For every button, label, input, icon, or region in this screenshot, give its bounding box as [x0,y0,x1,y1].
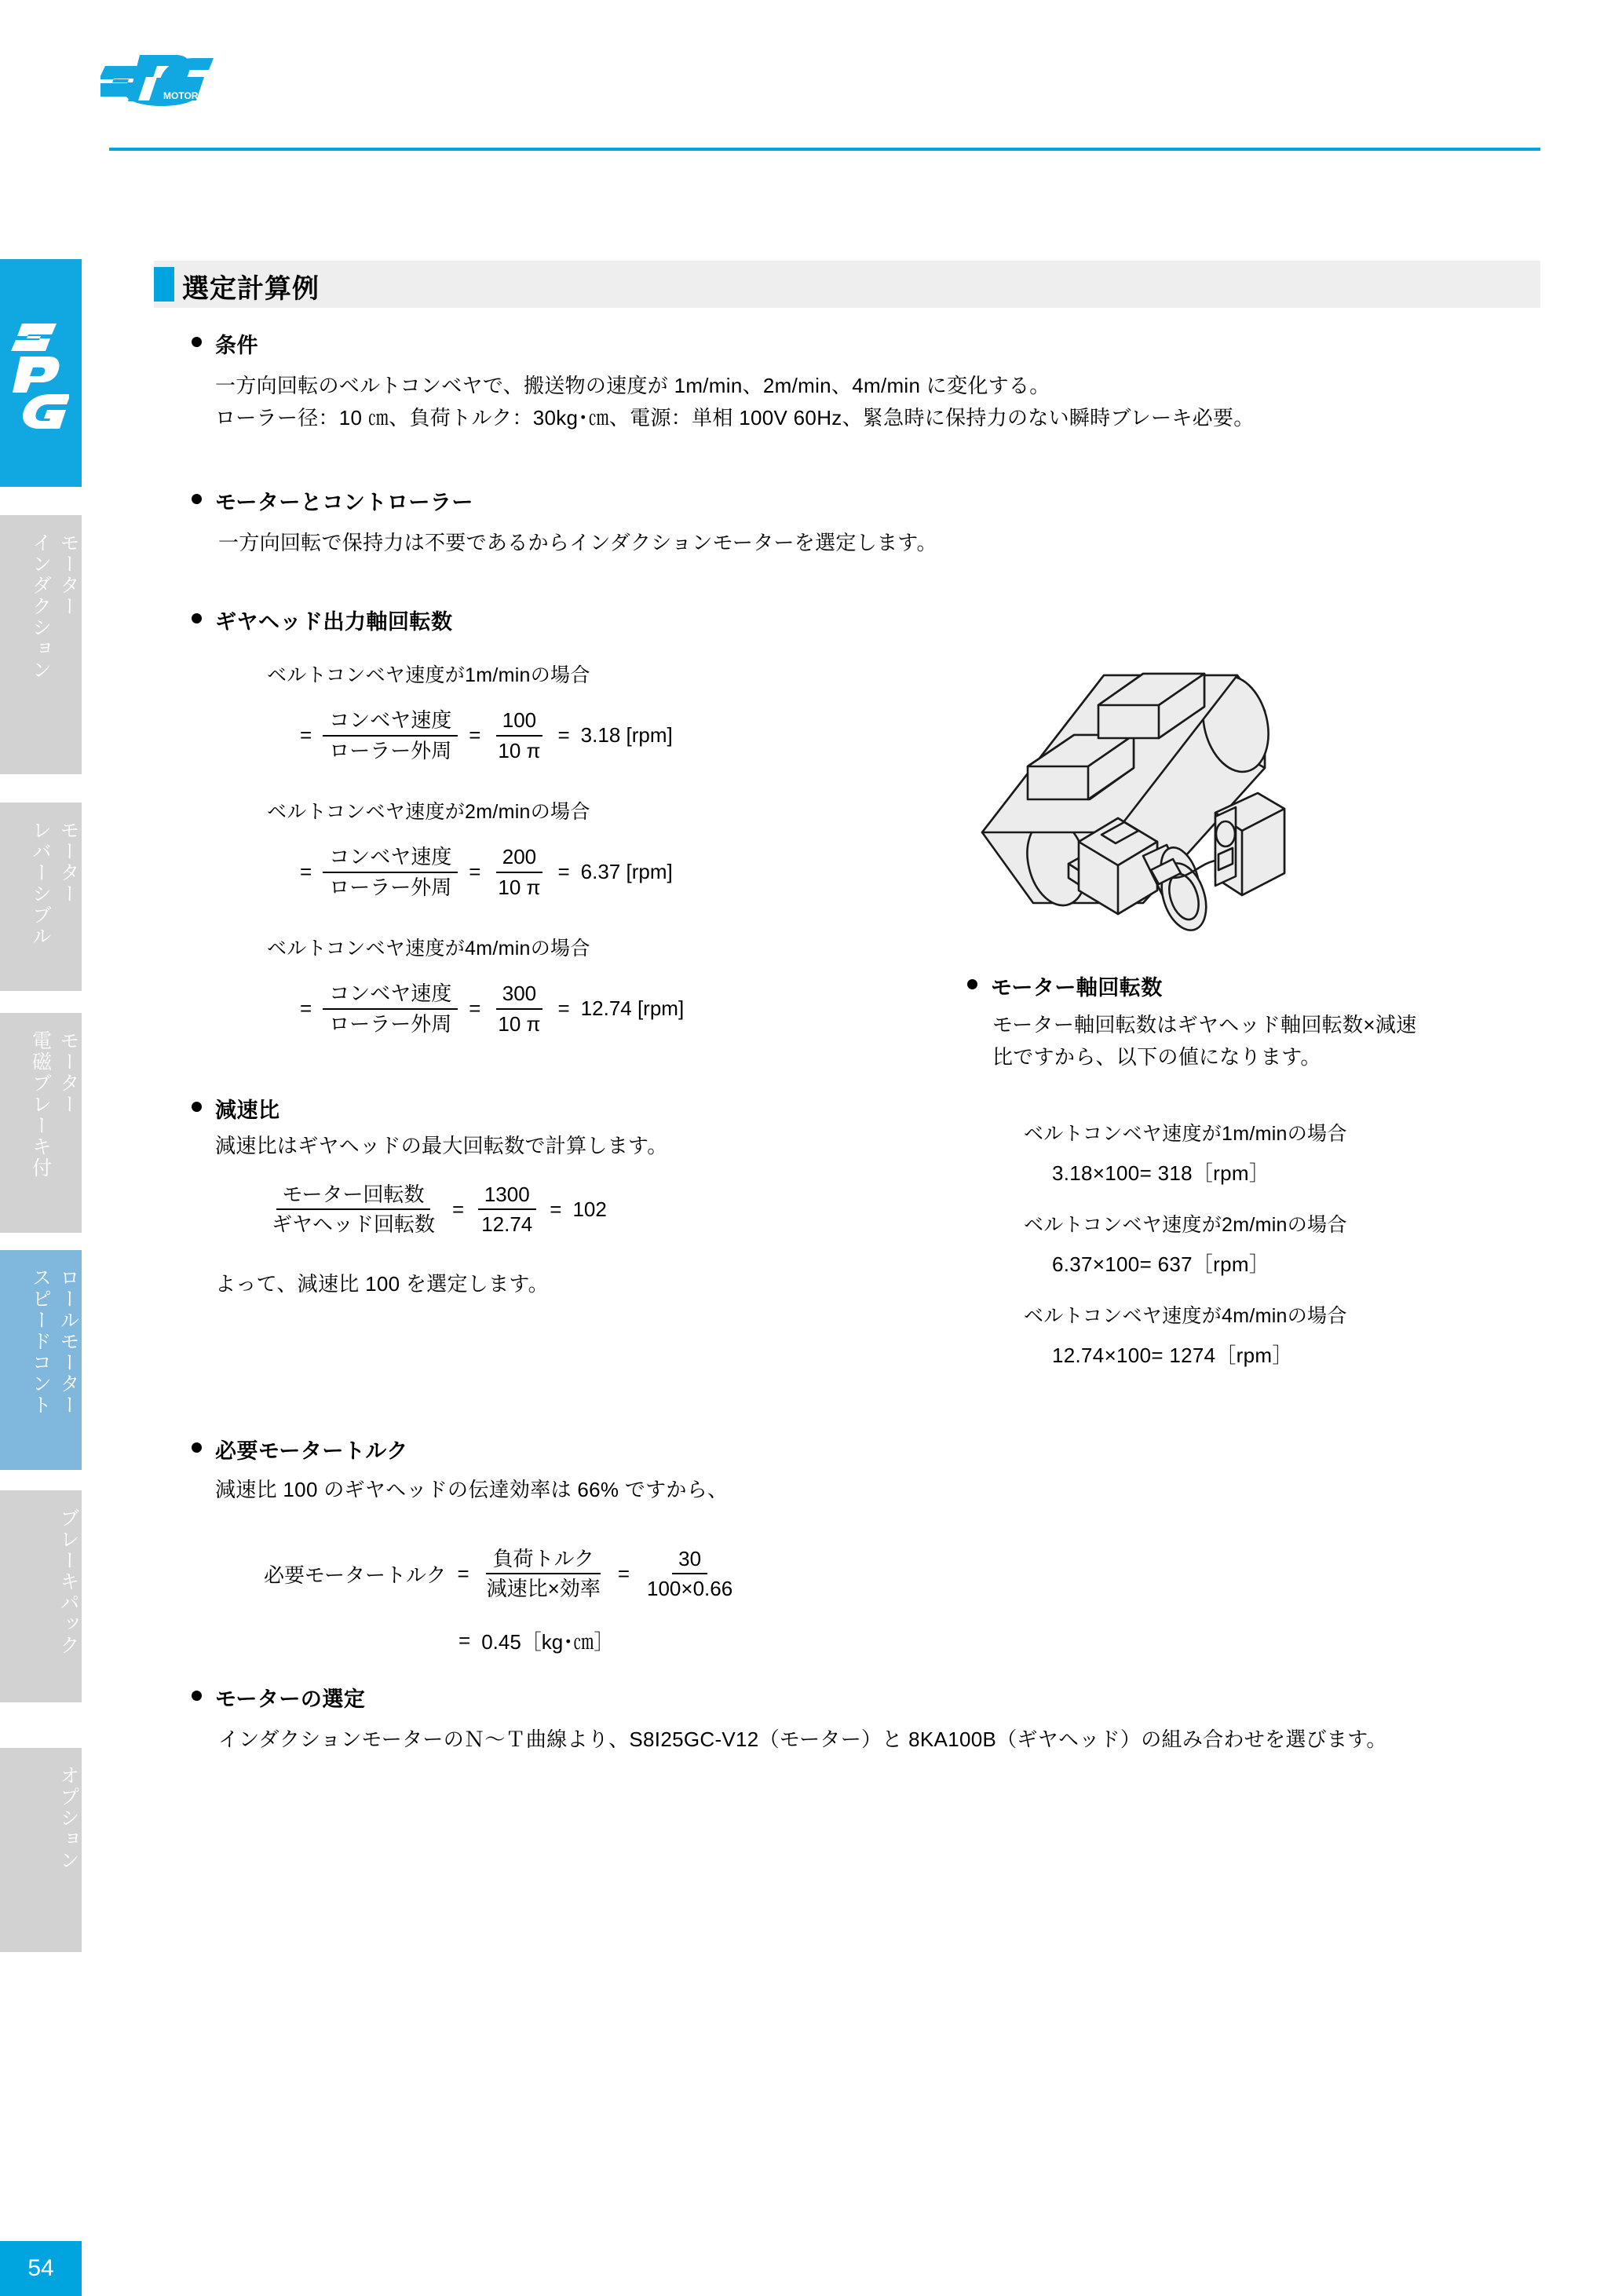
eq-sign-2: = [469,860,481,884]
motor-controller-block [188,485,937,559]
denominator: ローラー外周 [329,738,452,762]
eq-sign: = [300,860,312,884]
motor-selection-line-1: インダクションモーターのＮ～Ｔ曲線より、S8I25GC-V12（モーター）と 8KA100B（ギヤヘッド）の組み合わせを選びます。 [218,1727,1387,1751]
eq-sign-2: = [550,1197,562,1221]
motor-selection-heading: モーターの選定 [188,1682,1387,1713]
required-torque-result-row [458,1626,739,1655]
motor-selection-block [188,1682,1387,1756]
eq-sign-2: = [617,1561,630,1585]
spg-vertical-logo-icon [11,314,69,432]
eq-sign-3: = [557,723,570,748]
motor-shaft-case-1-value: 3.18×100= 318［rpm］ [1052,1161,1270,1185]
header-divider [109,148,1540,151]
numerator: 100 [496,708,542,737]
numerator: コンベヤ速度 [323,708,458,737]
required-torque-label: 必要モータートルク [264,1563,447,1587]
fraction-numeric [475,1183,539,1237]
numerator: コンベヤ速度 [323,845,458,873]
page-number: 54 [0,2241,82,2296]
motor-shaft-case-1 [1024,1118,1347,1186]
sidebar-tab-label-primary: ロールモーター [57,1267,79,1416]
sidebar-tab-1[interactable] [0,803,82,991]
page-title: 選定計算例 [182,274,320,304]
gearhead-case-1 [267,660,673,762]
gearhead-case-3-formula [289,982,684,1036]
reduction-ratio-block [188,1093,668,1300]
numerator: 30 [672,1547,707,1575]
section-title-band [154,261,1540,308]
numerator: モーター回転数 [276,1183,431,1211]
fraction-numeric [641,1547,739,1601]
section-title-marker-icon [154,267,174,302]
required-torque-heading: 必要モータートルク [188,1434,739,1464]
denominator: ローラー外周 [329,1011,452,1036]
denominator: 10 π [498,1011,541,1036]
required-torque-result: 0.45［kg･㎝］ [481,1629,615,1654]
belt-conveyor-icon [908,667,1410,958]
denominator: 12.74 [481,1212,533,1237]
sidebar-tab-label-primary: ブレーキパック [57,1508,79,1656]
denominator: ローラー外周 [329,875,452,899]
denominator: 減速比×効率 [486,1577,601,1601]
fraction-motor-over-gearhead [265,1183,441,1237]
gearhead-case-2-formula [289,845,673,899]
denominator: ギヤヘッド回転数 [272,1212,436,1237]
denominator: 10 π [498,875,541,899]
reduction-ratio-formula [265,1183,668,1237]
sidebar-tab-label-primary: モーター [57,820,79,905]
required-torque-formula [264,1547,739,1601]
denominator: 10 π [498,738,541,762]
reduction-ratio-line-1: 減速比はギヤヘッドの最大回転数で計算します。 [215,1134,668,1157]
sidebar-logo [0,259,82,487]
motor-shaft-case-3-label: ベルトコンベヤ速度が4m/minの場合 [1024,1305,1347,1327]
sidebar-tab-0[interactable] [0,515,82,774]
eq-sign-2: = [469,996,481,1021]
eq-sign-3: = [557,860,570,884]
sidebar-tab-label-primary: モーター [57,1030,79,1115]
gearhead-rpm-block [188,605,453,635]
fraction-numeric [491,845,546,899]
gearhead-case-3-label: ベルトコンベヤ速度が4m/minの場合 [267,938,590,960]
conditions-heading: 条件 [188,328,1255,359]
reduction-ratio-result: 102 [572,1197,607,1221]
sidebar [0,0,82,2296]
denominator: 100×0.66 [647,1577,733,1601]
conditions-block [188,328,1255,433]
numerator: 負荷トルク [486,1547,600,1575]
required-torque-line-1: 減速比 100 のギヤヘッドの伝達効率は 66% ですから、 [215,1478,729,1501]
eq-sign: = [300,996,312,1021]
eq-sign: = [452,1197,465,1221]
required-torque-block [188,1434,739,1655]
numerator: 1300 [478,1183,536,1211]
motor-shaft-case-3 [1024,1300,1347,1369]
sidebar-tab-label-secondary: レバーシブル [29,820,52,947]
fraction-load-over-ratio-eff [480,1547,607,1601]
reduction-ratio-heading: 減速比 [188,1093,668,1124]
gearhead-case-1-label: ベルトコンベヤ速度が1m/minの場合 [267,664,590,686]
motor-shaft-case-1-label: ベルトコンベヤ速度が1m/minの場合 [1024,1123,1347,1145]
fraction-conveyor-over-roller [323,982,458,1036]
eq-sign-2: = [469,723,481,748]
gearhead-case-1-formula [289,708,673,762]
eq-sign-3: = [557,996,570,1021]
sidebar-tab-label-primary: モーター [57,532,79,617]
gearhead-case-1-result: 3.18 [rpm] [580,723,673,748]
reduction-ratio-conclusion: よって、減速比 100 を選定します。 [215,1271,549,1296]
motor-shaft-rpm-heading: モーター軸回転数 [964,971,1416,1001]
sidebar-tab-label-secondary: インダクション [29,532,52,681]
conditions-line-1: 一方向回転のベルトコンベヤで、搬送物の速度が 1m/min、2m/min、4m/min に変化する。 [215,374,1050,397]
motor-shaft-rpm-line-1: モーター軸回転数はギヤヘッド軸回転数×減速 [992,1013,1417,1036]
spg-motor-logo [100,49,217,114]
fraction-conveyor-over-roller [323,845,458,899]
gearhead-rpm-heading: ギヤヘッド出力軸回転数 [188,605,453,635]
gearhead-case-3 [267,933,684,1036]
motor-shaft-case-3-value: 12.74×100= 1274［rpm］ [1052,1344,1293,1367]
gearhead-case-2 [267,796,673,899]
numerator: 200 [496,845,542,873]
svg-text:MOTOR: MOTOR [163,90,199,101]
fraction-numeric [491,708,546,762]
motor-shaft-case-2-label: ベルトコンベヤ速度が2m/minの場合 [1024,1214,1347,1236]
spg-logo-icon [100,49,217,110]
sidebar-tab-5[interactable] [0,1748,82,1952]
gearhead-case-2-result: 6.37 [rpm] [580,860,673,884]
sidebar-tab-2[interactable] [0,1013,82,1233]
motor-controller-line-1: 一方向回転で保持力は不要であるからインダクションモーターを選定します。 [218,531,937,554]
conditions-line-2: ローラー径：10 ㎝、負荷トルク：30kg･㎝、電源：単相 100V 60Hz、緊急時に保持力のない瞬時ブレーキ必要。 [215,405,1255,430]
gearhead-case-2-label: ベルトコンベヤ速度が2m/minの場合 [267,801,590,823]
motor-shaft-rpm-block [964,971,1416,1073]
sidebar-tab-label-secondary: スピードコント [29,1267,52,1416]
gearhead-case-3-result: 12.74 [rpm] [580,996,685,1021]
fraction-conveyor-over-roller [323,708,458,762]
eq-sign-3: = [458,1628,471,1652]
sidebar-tab-label-primary: オプション [57,1765,79,1871]
eq-sign: = [457,1561,469,1585]
sidebar-tab-label-secondary: 電磁ブレーキ付 [29,1030,52,1179]
motor-shaft-case-2-value: 6.37×100= 637［rpm］ [1052,1252,1270,1276]
numerator: コンベヤ速度 [323,982,458,1010]
motor-shaft-rpm-line-2: 比ですから、以下の値になります。 [992,1044,1321,1069]
sidebar-tab-4[interactable] [0,1490,82,1702]
motor-controller-heading: モーターとコントローラー [188,485,937,516]
fraction-numeric [491,982,546,1036]
numerator: 300 [496,982,542,1010]
eq-sign: = [300,723,312,748]
conveyor-illustration [908,667,1410,962]
sidebar-tab-3[interactable] [0,1250,82,1470]
motor-shaft-case-2 [1024,1209,1347,1278]
